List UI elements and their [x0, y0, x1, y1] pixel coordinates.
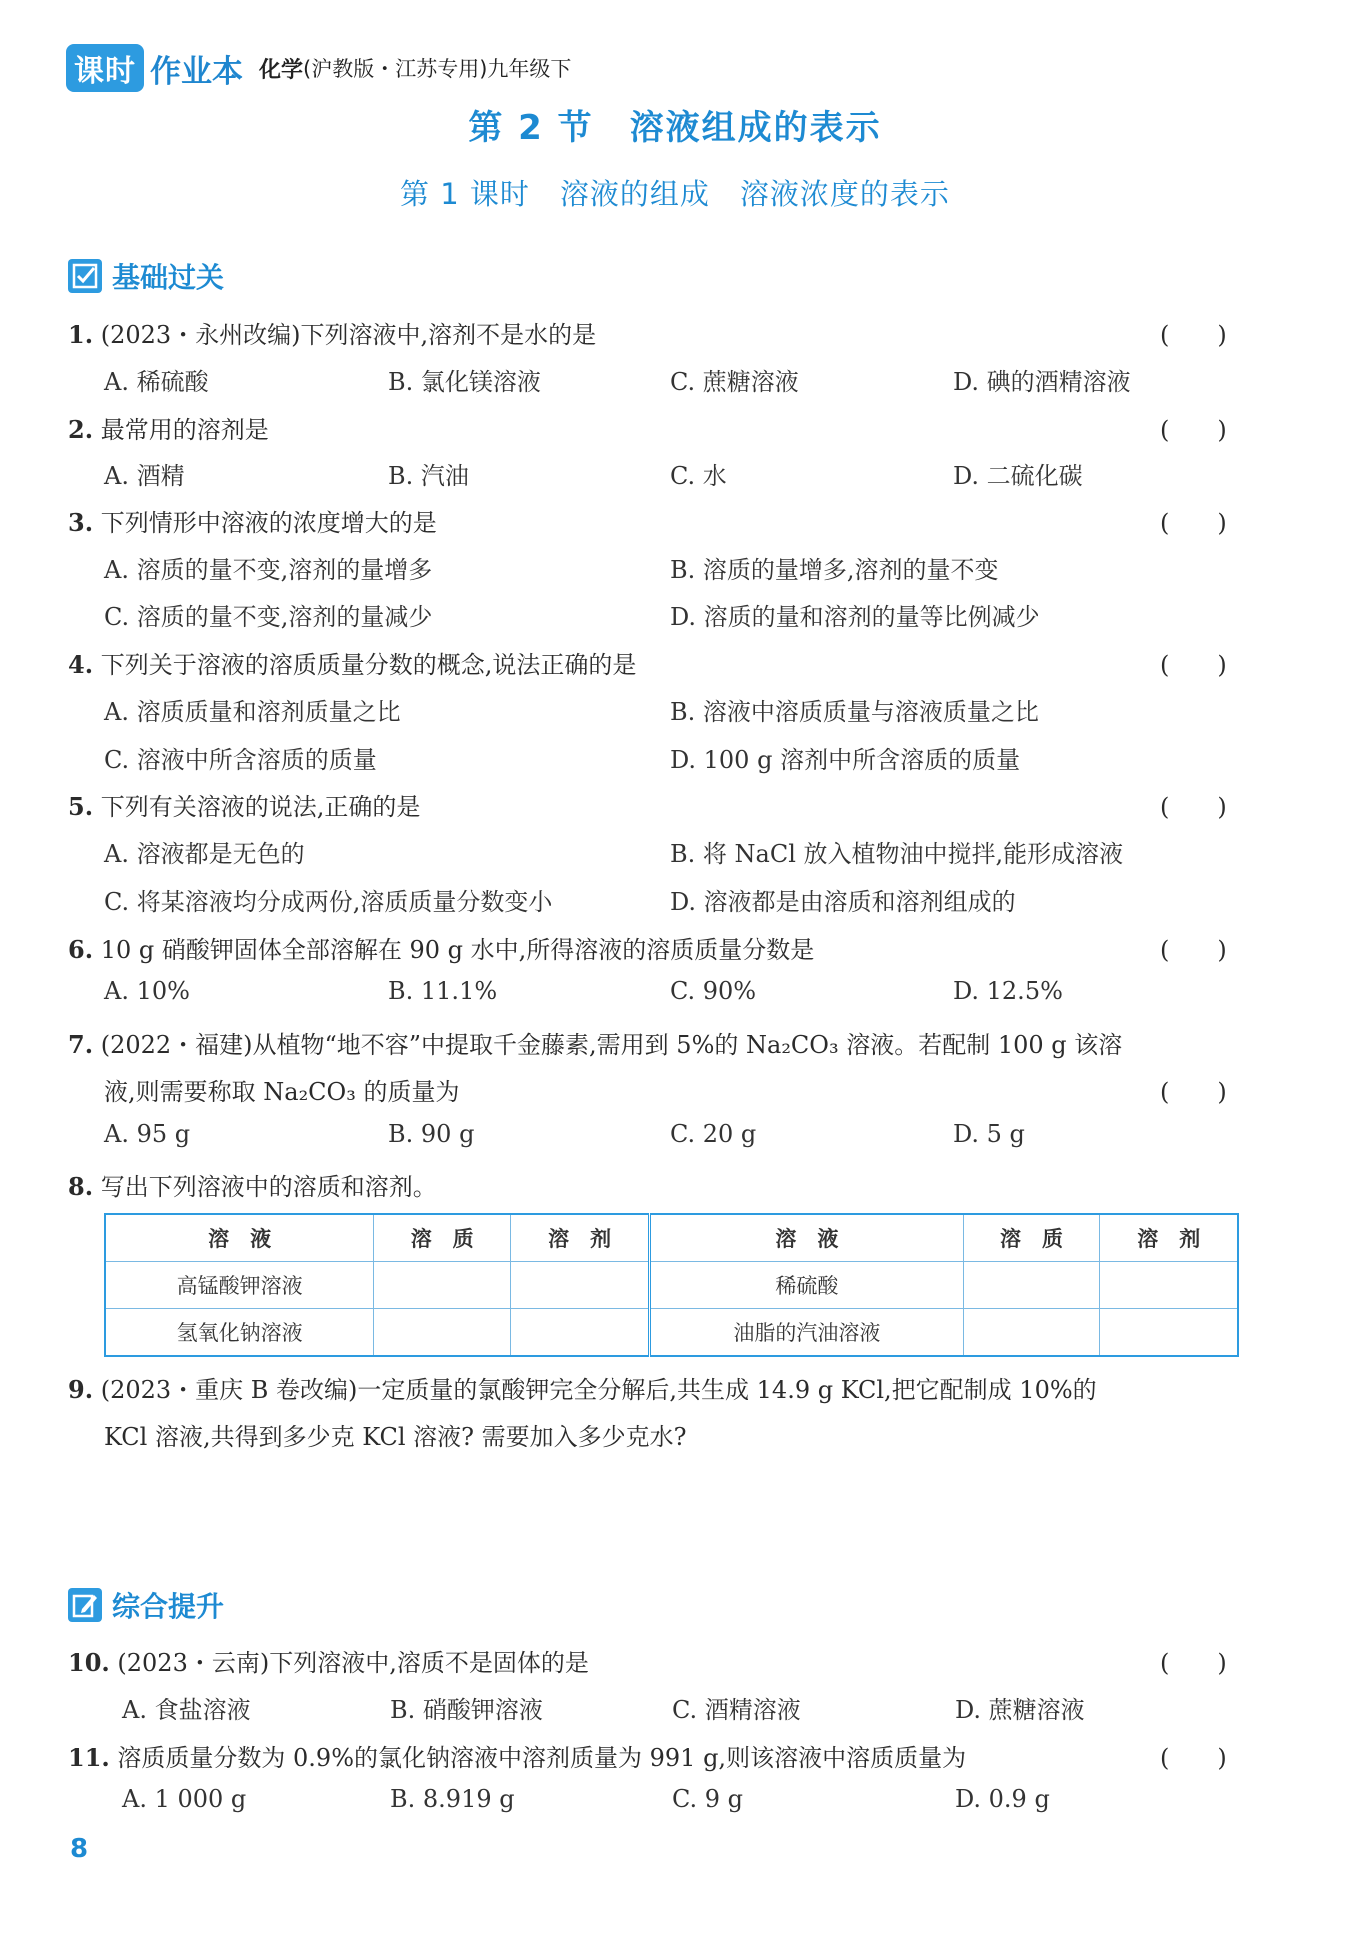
table-header: 溶 质 [374, 1214, 511, 1262]
question-number: 11. [68, 1743, 110, 1772]
option-b: B. 氯化镁溶液 [388, 368, 541, 396]
question-text: 下列关于溶液的溶质质量分数的概念,说法正确的是 [100, 651, 637, 679]
answer-bracket[interactable]: ( ) [1160, 936, 1227, 964]
answer-bracket[interactable]: ( ) [1160, 321, 1227, 349]
question-number: 6. [68, 935, 94, 964]
table-cell: 油脂的汽油溶液 [650, 1309, 963, 1357]
answer-bracket[interactable]: ( ) [1160, 1078, 1227, 1106]
answer-cell[interactable] [1100, 1309, 1238, 1357]
option-d: D. 二硫化碳 [953, 462, 1083, 490]
lesson-title: 第 1 课时 溶液的组成 溶液浓度的表示 [400, 177, 950, 211]
question-number: 1. [68, 320, 94, 349]
answer-bracket[interactable]: ( ) [1160, 509, 1227, 537]
subject-label: 化学 [259, 57, 304, 83]
option-a: A. 溶质的量不变,溶剂的量增多 [104, 556, 433, 584]
brand-name: 作业本 [150, 53, 243, 90]
checkbox-icon [68, 259, 102, 293]
answer-bracket[interactable]: ( ) [1160, 793, 1227, 821]
option-b: B. 汽油 [388, 462, 469, 490]
question-text: 写出下列溶液中的溶质和溶剂。 [100, 1173, 437, 1201]
header-brand [66, 46, 571, 90]
question-text: (2023・永州改编)下列溶液中,溶剂不是水的是 [100, 321, 597, 349]
table-cell: 氢氧化钠溶液 [105, 1309, 374, 1357]
question-number: 3. [68, 508, 94, 537]
section-title: 第 2 节 溶液组成的表示 [468, 108, 882, 148]
page-number: 8 [70, 1834, 89, 1864]
answer-cell[interactable] [374, 1262, 511, 1309]
option-b: B. 8.919 g [390, 1785, 515, 1813]
answer-cell[interactable] [374, 1309, 511, 1357]
brand-logo: 课时 [66, 44, 144, 92]
answer-cell[interactable] [963, 1309, 1100, 1357]
table-header: 溶 剂 [1100, 1214, 1238, 1262]
option-b: B. 将 NaCl 放入植物油中搅拌,能形成溶液 [670, 840, 1124, 868]
question-7-continued: 液,则需要称取 Na₂CO₃ 的质量为 [104, 1078, 460, 1106]
question-text: 溶质质量分数为 0.9%的氯化钠溶液中溶剂质量为 991 g,则该溶液中溶质质量为 [117, 1744, 967, 1772]
option-a: A. 溶质质量和溶剂质量之比 [104, 698, 401, 726]
question-number: 8. [68, 1172, 94, 1201]
option-a: A. 稀硫酸 [104, 368, 209, 396]
table-header: 溶 质 [963, 1214, 1100, 1262]
pencil-icon [68, 1588, 102, 1622]
answer-cell[interactable] [511, 1262, 650, 1309]
question-number: 10. [68, 1648, 110, 1677]
edition-label: (沪教版・江苏专用)九年级下 [303, 57, 572, 81]
option-a: A. 95 g [104, 1120, 191, 1148]
option-c: C. 溶质的量不变,溶剂的量减少 [104, 603, 433, 631]
question-5 [68, 787, 420, 822]
option-a: A. 1 000 g [122, 1785, 247, 1813]
answer-cell[interactable] [1100, 1262, 1238, 1309]
question-number: 2. [68, 415, 94, 444]
option-d: D. 蔗糖溶液 [955, 1696, 1085, 1724]
answer-cell[interactable] [963, 1262, 1100, 1309]
answer-bracket[interactable]: ( ) [1160, 416, 1227, 444]
question-7 [68, 1025, 1122, 1060]
question-text: (2023・重庆 B 卷改编)一定质量的氯酸钾完全分解后,共生成 14.9 g KCl,把它配制成 10%的 [100, 1376, 1097, 1404]
table-header: 溶 剂 [511, 1214, 650, 1262]
question-2 [68, 410, 269, 445]
question-number: 7. [68, 1030, 94, 1059]
option-c: C. 20 g [670, 1120, 757, 1148]
table-header: 溶 液 [650, 1214, 963, 1262]
option-d: D. 溶质的量和溶剂的量等比例减少 [670, 603, 1040, 631]
option-a: A. 溶液都是无色的 [104, 840, 305, 868]
part-label: 综合提升 [112, 1590, 225, 1623]
table-row [105, 1309, 1238, 1357]
table-header: 溶 液 [105, 1214, 374, 1262]
question-6 [68, 930, 814, 965]
question-4 [68, 645, 636, 680]
answer-bracket[interactable]: ( ) [1160, 1744, 1227, 1772]
question-8 [68, 1167, 437, 1202]
question-text: (2023・云南)下列溶液中,溶质不是固体的是 [117, 1649, 589, 1677]
option-a: A. 食盐溶液 [122, 1696, 251, 1724]
question-10 [68, 1643, 589, 1678]
option-c: C. 溶液中所含溶质的质量 [104, 746, 377, 774]
question-11 [68, 1738, 966, 1773]
question-text: 最常用的溶剂是 [100, 416, 269, 444]
option-d: D. 溶液都是由溶质和溶剂组成的 [670, 888, 1016, 916]
question-1 [68, 315, 596, 350]
part-heading-basic [68, 256, 224, 296]
part-label: 基础过关 [112, 261, 225, 294]
answer-bracket[interactable]: ( ) [1160, 1649, 1227, 1677]
question-text: 下列有关溶液的说法,正确的是 [100, 793, 421, 821]
question-number: 4. [68, 650, 94, 679]
table-header-row [105, 1214, 1238, 1262]
table-cell: 稀硫酸 [650, 1262, 963, 1309]
option-c: C. 9 g [672, 1785, 744, 1813]
solution-table [104, 1213, 1239, 1357]
option-c: C. 酒精溶液 [672, 1696, 801, 1724]
option-b: B. 11.1% [388, 977, 498, 1005]
option-c: C. 蔗糖溶液 [670, 368, 799, 396]
option-a: A. 酒精 [104, 462, 185, 490]
option-c: C. 将某溶液均分成两份,溶质质量分数变小 [104, 888, 553, 916]
option-b: B. 90 g [388, 1120, 475, 1148]
option-d: D. 碘的酒精溶液 [953, 368, 1131, 396]
option-d: D. 100 g 溶剂中所含溶质的质量 [670, 746, 1021, 774]
part-heading-advanced [68, 1585, 224, 1625]
option-c: C. 90% [670, 977, 757, 1005]
answer-bracket[interactable]: ( ) [1160, 651, 1227, 679]
option-a: A. 10% [104, 977, 190, 1005]
table-cell: 高锰酸钾溶液 [105, 1262, 374, 1309]
option-b: B. 溶液中溶质质量与溶液质量之比 [670, 698, 1039, 726]
question-9-continued: KCl 溶液,共得到多少克 KCl 溶液? 需要加入多少克水? [104, 1423, 687, 1451]
option-b: B. 溶质的量增多,溶剂的量不变 [670, 556, 999, 584]
question-text: 下列情形中溶液的浓度增大的是 [100, 509, 437, 537]
question-text: (2022・福建)从植物“地不容”中提取千金藤素,需用到 5%的 Na₂CO₃ 溶液。若配制 100 g 该溶 [100, 1031, 1123, 1059]
table-row [105, 1262, 1238, 1309]
option-d: D. 0.9 g [955, 1785, 1050, 1813]
question-3 [68, 503, 437, 538]
option-d: D. 12.5% [953, 977, 1063, 1005]
answer-cell[interactable] [511, 1309, 650, 1357]
option-d: D. 5 g [953, 1120, 1025, 1148]
question-number: 9. [68, 1375, 94, 1404]
option-c: C. 水 [670, 462, 727, 490]
option-b: B. 硝酸钾溶液 [390, 1696, 543, 1724]
question-text: 10 g 硝酸钾固体全部溶解在 90 g 水中,所得溶液的溶质质量分数是 [100, 936, 815, 964]
question-9 [68, 1370, 1097, 1405]
question-number: 5. [68, 792, 94, 821]
